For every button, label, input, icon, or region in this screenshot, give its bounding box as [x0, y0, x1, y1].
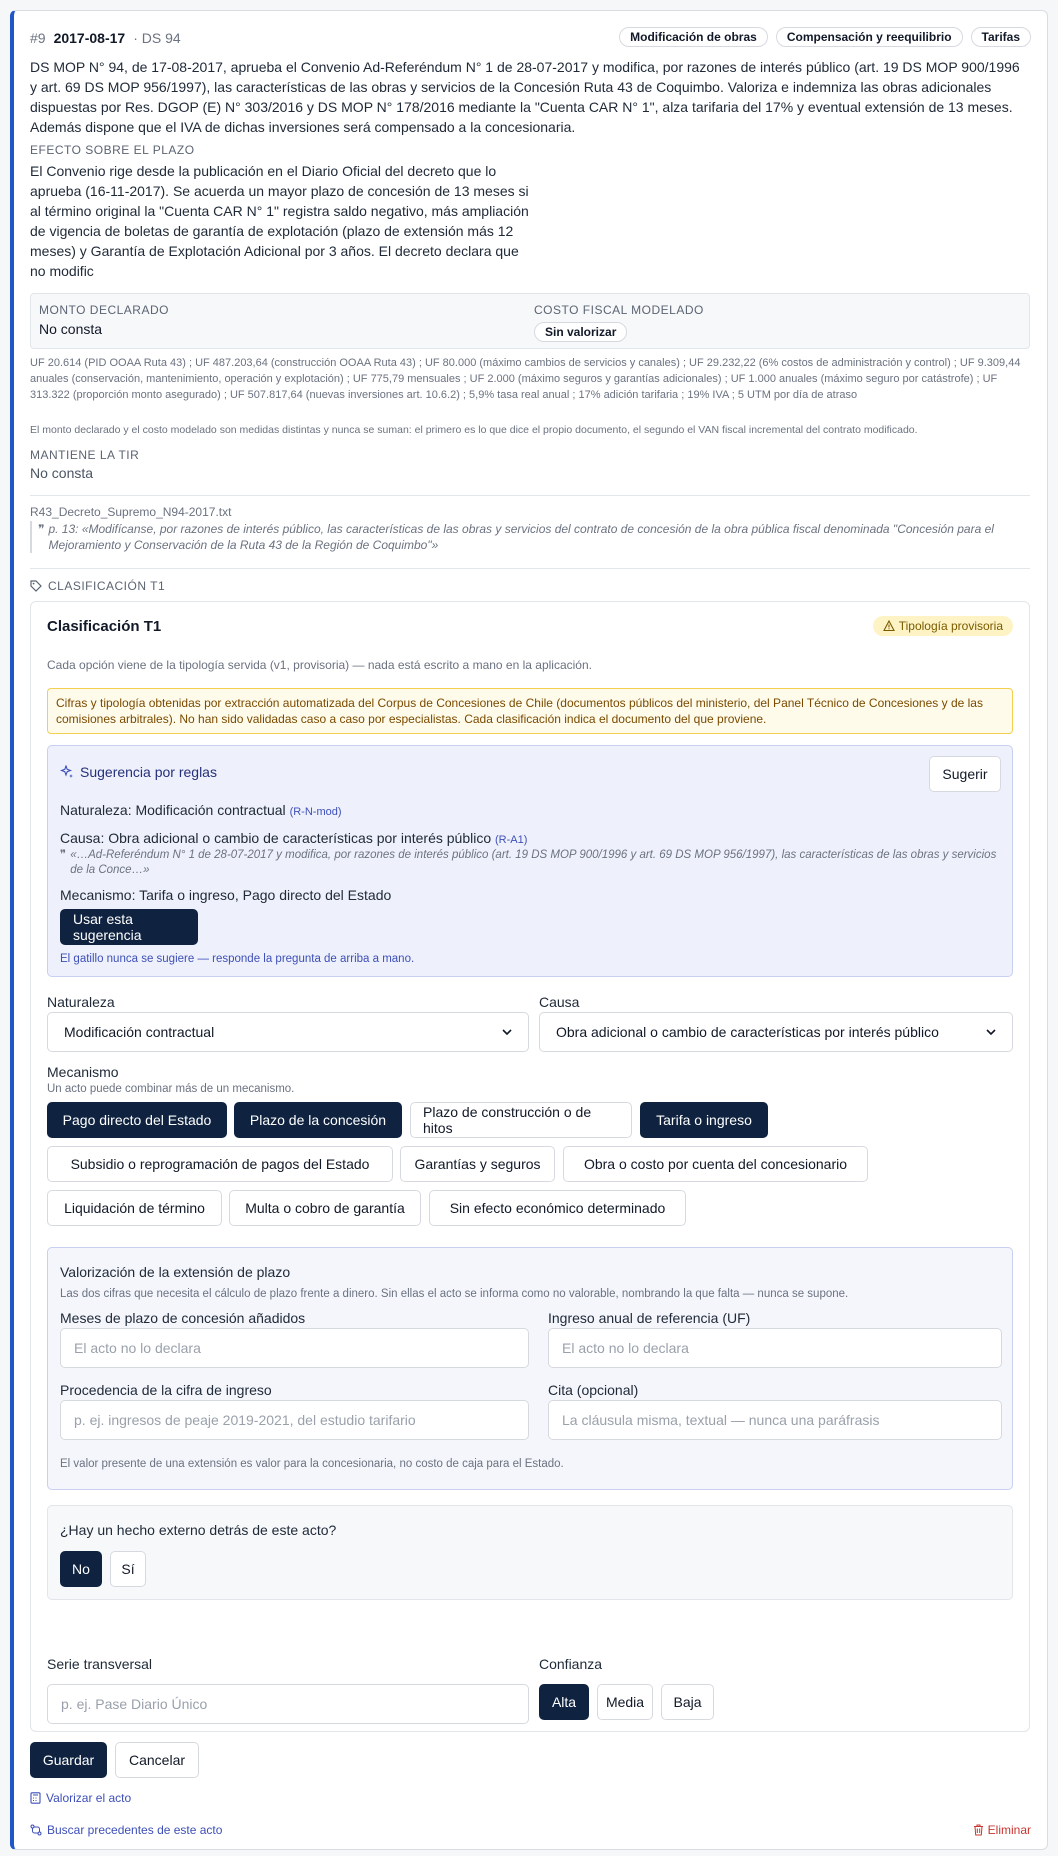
tir-label: MANTIENE LA TIR — [30, 448, 140, 462]
act-date: 2017-08-17 — [53, 30, 126, 46]
eliminar-link[interactable]: Eliminar — [973, 1823, 1031, 1837]
suggestion-causa: Causa: Obra adicional o cambio de características por interés público (R-A1) — [60, 830, 528, 846]
extension-box — [47, 1247, 1013, 1490]
act-card — [10, 10, 1048, 1850]
chevron-down-icon — [986, 1029, 996, 1035]
provisional-badge: Tipología provisoria — [873, 616, 1013, 636]
tir-value: No consta — [30, 465, 94, 481]
meses-label: Meses de plazo de concesión añadidos — [60, 1310, 306, 1326]
mecanismo-subsidio[interactable]: Subsidio o reprogramación de pagos del Estado — [47, 1146, 393, 1182]
source-quote: ❞ p. 13: «Modifícanse, por razones de interés público, las características de las obras y servicios del contrato de concesión de la obra pública fiscal denominada "Concesión para el Mejoramiento y Conservación de la Ruta 43 de la Región de Coquimbo"» — [38, 522, 994, 552]
mecanismo-pago-directo[interactable]: Pago directo del Estado — [47, 1102, 227, 1138]
suggestion-mecanismo: Mecanismo: Tarifa o ingreso, Pago directo del Estado — [60, 887, 392, 903]
extension-title: Valorización de la extensión de plazo — [60, 1264, 291, 1280]
mecanismo-liquidacion[interactable]: Liquidación de término — [47, 1190, 222, 1226]
divider — [30, 495, 1030, 496]
suggestion-causa-quote: ❞ «…Ad-Referéndum N° 1 de 28-07-2017 y modifica, por razones de interés público (art. 19 DS MOP 900/1996 y art. 69 DS MOP 956/1997), las características de las obras y servicios de la Conce…» — [60, 849, 997, 876]
section-clasificacion: CLASIFICACIÓN T1 — [30, 579, 165, 593]
causa-label: Causa — [539, 994, 580, 1010]
divider — [30, 568, 1030, 569]
monto-fiscal-label: COSTO FISCAL MODELADO — [534, 303, 704, 317]
procedencia-label: Procedencia de la cifra de ingreso — [60, 1382, 272, 1398]
tag-tarifas[interactable]: Tarifas — [971, 27, 1031, 47]
trash-icon — [973, 1824, 984, 1836]
chevron-down-icon — [502, 1029, 512, 1035]
confianza-media-button[interactable]: Media — [597, 1684, 653, 1720]
meses-input[interactable]: El acto no lo declara — [60, 1328, 529, 1368]
external-no-button[interactable]: No — [60, 1551, 102, 1587]
tag-modificacion[interactable]: Modificación de obras — [619, 27, 768, 47]
causa-select[interactable]: Obra adicional o cambio de características por interés público — [539, 1012, 1013, 1052]
mecanismo-obra-costo[interactable]: Obra o costo por cuenta del concesionario — [563, 1146, 868, 1182]
sin-valorizar-badge: Sin valorizar — [534, 322, 627, 342]
plazo-text: El Convenio rige desde la publicación en el Diario Oficial del decreto que lo aprueba (16-11-2017). Se acuerda un mayor plazo de concesión de 13 meses si al término original la "Cuenta CAR N° 1" registra saldo negativo, más ampliación de vigencia de boletas de garantía de explotación (plazo de extensión más 12 meses) y Garantía de Explotación Adicional por 3 años. El decreto declara que no modific — [30, 163, 529, 279]
precedentes-link[interactable]: Buscar precedentes de este acto — [30, 1823, 222, 1837]
procedencia-input[interactable]: p. ej. ingresos de peaje 2019-2021, del estudio tarifario — [60, 1400, 529, 1440]
confianza-label: Confianza — [539, 1656, 603, 1672]
external-question: ¿Hay un hecho externo detrás de este acto? — [60, 1522, 337, 1538]
mecanismo-plazo-concesion[interactable]: Plazo de la concesión — [234, 1102, 402, 1138]
use-suggestion-button[interactable]: Usar esta sugerencia — [60, 909, 198, 945]
quote-icon: ❞ — [60, 849, 67, 861]
act-tags — [619, 27, 1031, 47]
mecanismo-label: Mecanismo — [47, 1064, 119, 1080]
monto-note: El monto declarado y el costo modelado son medidas distintas y nunca se suman: el primero es lo que dice el propio documento, el segundo el VAN fiscal incremental del contrato modificado. — [30, 424, 918, 436]
external-si-button[interactable]: Sí — [110, 1551, 146, 1587]
warning-box: Cifras y tipología obtenidas por extracción automatizada del Corpus de Concesiones de Chile (documentos públicos del ministerio, del Panel Técnico de Concesiones y de las comisiones arbitrales). No han sido validadas caso a caso por especialistas. Cada clasificación indica el documento del que proviene. — [47, 688, 1013, 734]
act-ds: · DS 94 — [133, 30, 181, 46]
ingreso-label: Ingreso anual de referencia (UF) — [548, 1310, 751, 1326]
monto-declared-label: MONTO DECLARADO — [39, 303, 169, 317]
cancelar-button[interactable]: Cancelar — [115, 1742, 199, 1778]
source-file[interactable]: R43_Decreto_Supremo_N94-2017.txt — [30, 505, 232, 519]
ingreso-input[interactable]: El acto no lo declara — [548, 1328, 1002, 1368]
serie-label: Serie transversal — [47, 1656, 153, 1672]
clasificacion-subtitle: Cada opción viene de la tipología servida (v1, provisoria) — nada está escrito a mano en la aplicación. — [47, 658, 592, 672]
git-compare-icon — [30, 1824, 42, 1836]
cita-label: Cita (opcional) — [548, 1382, 639, 1398]
act-number: #9 — [30, 30, 46, 46]
cita-input[interactable]: La cláusula misma, textual — nunca una paráfrasis — [548, 1400, 1002, 1440]
extension-note: El valor presente de una extensión es valor para la concesionaria, no costo de caja para el Estado. — [60, 1458, 564, 1470]
act-header — [30, 27, 181, 49]
mecanismo-plazo-construccion[interactable]: Plazo de construcción o de hitos — [410, 1102, 632, 1138]
mecanismo-tarifa-ingreso[interactable]: Tarifa o ingreso — [640, 1102, 768, 1138]
mecanismo-help: Un acto puede combinar más de un mecanismo. — [47, 1083, 295, 1095]
sugerir-button[interactable]: Sugerir — [929, 756, 1001, 792]
clasificacion-panel — [30, 601, 1030, 1732]
confianza-baja-button[interactable]: Baja — [661, 1684, 714, 1720]
sparkles-icon — [60, 765, 74, 779]
act-summary: DS MOP N° 94, de 17-08-2017, aprueba el Convenio Ad-Referéndum N° 1 de 28-07-2017 y modifica, por razones de interés público (art. 19 DS MOP 900/1996 y art. 69 DS MOP 956/1997), las características de las obras y servicios de la Concesión Ruta 43 de Coquimbo. Valoriza e indemniza las obras adicionales dispuestas por Res. DGOP (E) N° 303/2016 y DS MOP N° 178/2016 mediante la "Cuenta CAR N° 1", alza tarifaria del 17% y eventual extensión de 13 meses. Además dispone que el IVA de dichas inversiones será compensado a la concesionaria. — [30, 59, 1020, 135]
valorizar-link[interactable]: Valorizar el acto — [30, 1791, 131, 1805]
calculator-icon — [30, 1792, 41, 1804]
monto-declared-value: No consta — [39, 321, 103, 337]
naturaleza-label: Naturaleza — [47, 994, 115, 1010]
suggestion-header: Sugerencia por reglas — [60, 764, 217, 780]
tag-compensacion[interactable]: Compensación y reequilibrio — [776, 27, 963, 47]
monto-box — [30, 293, 1030, 349]
monto-details: UF 20.614 (PID OOAA Ruta 43) ; UF 487.203,64 (construcción OOAA Ruta 43) ; UF 80.000 (máximo cambios de servicios y canales) ; UF 29.232,22 (6% costos de administración y control) ; UF 9.309,44 anuales (conservación, mantenimiento, operación y explotación) ; UF 775,79 mensuales ; UF 2.000 (máximo seguros y garantías adicionales) ; UF 1.000 anuales (máximo seguro por catástrofe) ; UF 313.322 (proporción monto asegurado) ; UF 507.817,64 (nuevas inversiones art. 10.6.2) ; 5,9% tasa real anual ; 17% adición tarifaria ; 19% IVA ; 5 UTM por día de atraso — [30, 357, 1021, 401]
plazo-label: EFECTO SOBRE EL PLAZO — [30, 143, 195, 157]
external-box — [47, 1505, 1013, 1600]
mecanismo-garantias[interactable]: Garantías y seguros — [400, 1146, 555, 1182]
guardar-button[interactable]: Guardar — [30, 1742, 107, 1778]
naturaleza-select[interactable]: Modificación contractual — [47, 1012, 529, 1052]
warning-icon — [883, 620, 895, 632]
mecanismo-multa[interactable]: Multa o cobro de garantía — [229, 1190, 421, 1226]
extension-help: Las dos cifras que necesita el cálculo de plazo frente a dinero. Sin ellas el acto se informa como no valorable, nombrando la que falta — nunca se supone. — [60, 1288, 849, 1300]
quote-icon: ❞ — [38, 522, 45, 536]
suggestion-naturaleza: Naturaleza: Modificación contractual (R-N-mod) — [60, 802, 342, 818]
mecanismo-sin-efecto[interactable]: Sin efecto económico determinado — [429, 1190, 686, 1226]
serie-input[interactable]: p. ej. Pase Diario Único — [47, 1684, 529, 1724]
source-quote-block — [30, 521, 1030, 553]
tag-icon — [30, 580, 42, 592]
clasificacion-title: Clasificación T1 — [47, 618, 162, 635]
suggestion-box — [47, 745, 1013, 977]
confianza-alta-button[interactable]: Alta — [539, 1684, 589, 1720]
suggestion-note: El gatillo nunca se sugiere — responde la pregunta de arriba a mano. — [60, 953, 415, 965]
